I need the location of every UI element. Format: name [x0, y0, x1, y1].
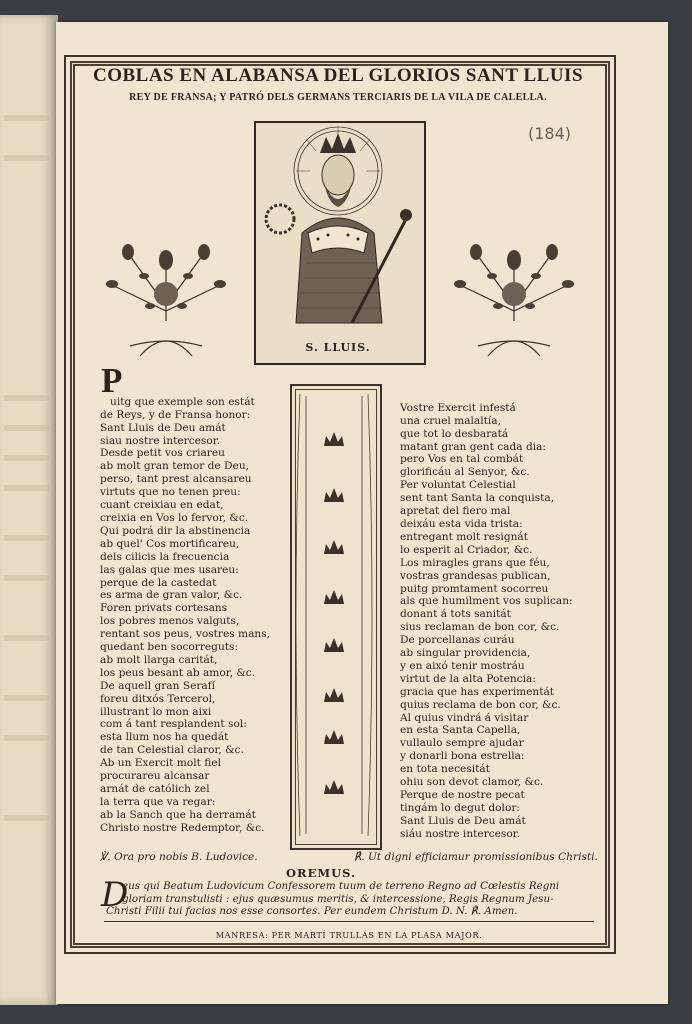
poem-line: gracia que has experimentát	[400, 685, 555, 698]
flower-bouquet-left	[100, 226, 232, 361]
facing-page	[0, 15, 58, 1005]
poem-line: apretat del fiero mal	[400, 505, 511, 518]
drop-cap-d: D	[101, 875, 129, 915]
poem-line: Vostre Exercit infestá	[400, 401, 516, 414]
poem-line: glorificáu al Senyor, &c.	[400, 466, 530, 479]
prayer-line: eus qui Beatum Ludovicum Confessorem tuum de terreno Regno ad Cœlestis Regni	[122, 880, 560, 892]
poem-line: y donarli bona estrella:	[400, 750, 525, 763]
poem-line: Foren privats cortesans	[100, 602, 228, 615]
poem-line: ab molt gran temor de Deu,	[100, 460, 250, 473]
poem-line: ohiu son devot clamor, &c.	[400, 776, 544, 789]
poem-line: los peus besant ab amor, &c.	[100, 666, 256, 679]
saint-louis-woodcut	[254, 121, 426, 365]
poem-line: esta llum nos ha quedát	[100, 731, 229, 744]
poem-line: foreu ditxós Tercerol,	[100, 692, 216, 705]
poem-line: dels cilicis la frecuencia	[100, 550, 230, 563]
poem-line: una cruel malaltía,	[400, 414, 501, 427]
poem-line: y en aixó tenir mostráu	[400, 659, 525, 672]
poem-line: Sant Lluis de Deu amát	[100, 421, 226, 434]
poem-right-column	[400, 376, 600, 854]
poem-line: virtuts que no tenen preu:	[100, 486, 241, 499]
prayer-line: Christi Filii tui facias nos esse consortes. Per eundem Christum D. N. ℟. Amen.	[106, 905, 518, 917]
poem-line: arnát de católich zel	[100, 783, 210, 795]
poem-line: de Reys, y de Fransa honor:	[100, 408, 251, 421]
crown-icons	[324, 432, 344, 794]
poem-line: com á tant resplandent sol:	[100, 718, 247, 731]
poem-line: en esta Santa Capella,	[400, 724, 521, 737]
image-caption: S. LLUIS.	[305, 341, 371, 354]
poem-line: siau nostre intercesor.	[100, 434, 221, 447]
poem-line: de tan Celestial claror, &c.	[100, 744, 244, 757]
poem-line: es arma de gran valor, &c.	[100, 589, 243, 602]
poem-line: lo esperit al Criador, &c.	[400, 543, 533, 556]
poem-line: en tota necesitát	[400, 763, 490, 776]
poem-line: entregant molt resignát	[400, 530, 528, 543]
poem-line: sent tant Santa la conquista,	[400, 492, 555, 505]
poem-line: siáu nostre intercesor.	[400, 827, 521, 840]
flower-bouquet-right	[448, 226, 580, 361]
poem-line: Ab un Exercit molt fiel	[100, 757, 221, 770]
poem-line: tingám lo degut dolor:	[400, 801, 520, 814]
poem-line: ab la Sanch que ha derramát	[100, 808, 256, 821]
poem-line: Desde petit vos criareu	[100, 447, 225, 460]
divider	[104, 921, 594, 922]
poem-line: virtut de la alta Potencia:	[400, 672, 536, 685]
poem-line: als que humilment vos suplican:	[400, 595, 573, 608]
poem-line: Christo nostre Redemptor, &c.	[100, 821, 265, 834]
poem-line: quedant ben socorreguts:	[100, 641, 239, 654]
poem-line: deixáu esta vida trista:	[400, 517, 523, 530]
poem-line: De aquell gran Serafí	[100, 679, 216, 692]
poem-line: los pobres menos valguts,	[100, 615, 240, 628]
poem-line: procurareu alcansar	[100, 770, 210, 783]
printer-imprint: MANRESA: PER MARTÍ TRULLÁS EN LA PLASA MAJOR.	[215, 930, 483, 940]
manuscript-note: (184)	[528, 124, 572, 143]
poem-line: ab quel' Cos mortificareu,	[100, 537, 240, 550]
poem-line: Al quius vindrá á visitar	[400, 711, 529, 724]
poem-line: Los miragles grans que féu,	[400, 556, 550, 569]
poem-line: matant gran gent cada dia:	[400, 440, 547, 453]
poem-line: Sant Lluis de Deu amát	[400, 814, 526, 827]
response: ℟. Ut digni efficiamur promissionibus Christi.	[354, 851, 598, 863]
poem-line: que tot lo desbaratá	[400, 427, 509, 440]
poem-line: las galas que mes usareu:	[100, 563, 239, 576]
poem-line: creixia en Vos lo fervor, &c.	[100, 511, 249, 524]
poem-line: quius reclama de bon cor, &c.	[400, 698, 561, 711]
versicle: ℣. Ora pro nobis B. Ludovice.	[100, 851, 258, 863]
poem-line: cuant creixiau en edat,	[100, 499, 224, 512]
page-subtitle: REY DE FRANSA; Y PATRÓ DELS GERMANS TERCIARIS DE LA VILA DE CALELLA.	[129, 92, 547, 103]
poem-line: sius reclaman de bon cor, &c.	[400, 621, 560, 634]
crown-ornament-panel	[290, 384, 382, 850]
poem-line: illustrant lo mon aixi	[100, 705, 212, 718]
poem-line: Per voluntat Celestial	[400, 479, 516, 492]
poem-line: Perque de nostre pecat	[400, 789, 525, 801]
poem-line: puitg promtament socorreu	[400, 582, 549, 595]
poem-line: la terra que va regar:	[100, 795, 216, 808]
prayer-text	[106, 880, 600, 918]
poem-left-column	[100, 370, 290, 848]
poem-line: ab singular providencia,	[400, 647, 531, 660]
poem-line: De porcellanas curáu	[400, 634, 515, 647]
poem-line: perso, tant prest alcansareu	[100, 473, 252, 486]
prayer-line: gloriam transtulisti : ejus quæsumus meritis, & intercessione, Regis Regnum Jesu-	[122, 892, 554, 905]
poem-line: perque de la castedat	[100, 576, 217, 589]
oremus-heading: OREMUS.	[286, 866, 356, 880]
poem-line: vostras grandesas publican,	[400, 569, 551, 582]
poem-line: Qui podrá dir la abstinencia	[100, 524, 251, 537]
drop-cap-p: P	[101, 361, 123, 400]
page-title: COBLAS EN ALABANSA DEL GLORIOS SANT LLUIS	[92, 65, 584, 86]
poem-line: uitg que exemple son estát	[110, 395, 255, 408]
poem-line: vullaulo sempre ajudar	[400, 737, 524, 750]
poem-line: donant á tots sanitát	[400, 608, 511, 621]
poem-line: ab molt llarga caritát,	[100, 653, 218, 666]
poem-line: rentant sos peus, vostres mans,	[100, 628, 271, 641]
poem-line: pero Vos en tal combát	[400, 453, 524, 466]
